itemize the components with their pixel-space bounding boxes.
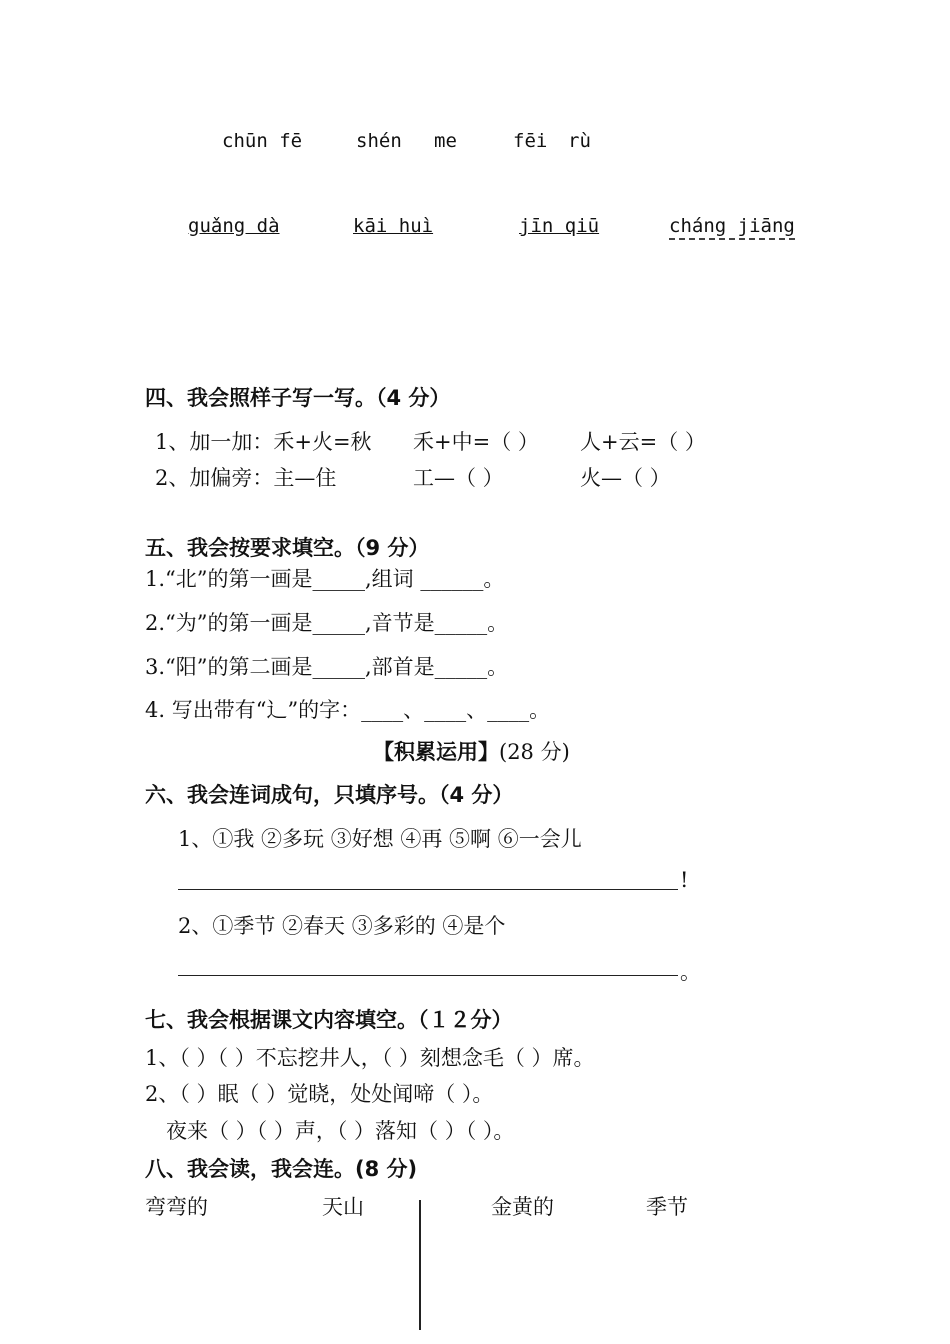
accumulation-label: 【积累运用】 bbox=[373, 740, 499, 764]
match-item-jijie[interactable]: 季节 bbox=[646, 1195, 688, 1219]
match-item-jinhuang[interactable]: 金黄的 bbox=[491, 1195, 554, 1219]
sec6-question-1: 1、①我 ②多玩 ③好想 ④再 ⑤啊 ⑥一会儿 bbox=[178, 827, 582, 851]
sec4-row1-example: 1、加一加：禾+火=秋 bbox=[155, 430, 372, 454]
match-item-wanwan[interactable]: 弯弯的 bbox=[145, 1195, 208, 1219]
sec6-question-2: 2、①季节 ②春天 ③多彩的 ④是个 bbox=[178, 914, 506, 938]
section-7-heading: 七、我会根据课文内容填空。（１２分） bbox=[145, 1008, 513, 1032]
pinyin-jin-qiu: jīn qiū bbox=[519, 215, 600, 237]
section-5-heading: 五、我会按要求填空。（9 分） bbox=[145, 536, 430, 560]
sec4-row2-blank-c: 火—（ ） bbox=[580, 466, 671, 490]
pinyin-chun-fe: chūn fē bbox=[222, 130, 303, 152]
sec6-answer-line-2[interactable] bbox=[178, 975, 678, 976]
sec4-row2-example: 2、加偏旁：主—住 bbox=[155, 466, 337, 490]
accumulation-score: (28 分) bbox=[499, 740, 570, 764]
sec5-question-4: 4. 写出带有“⻌”的字：____、____、____。 bbox=[145, 698, 551, 722]
pinyin-shen: shén bbox=[356, 130, 402, 152]
section-4-heading: 四、我会照样子写一写。（4 分） bbox=[145, 386, 451, 410]
sec6-end-mark-1: ! bbox=[680, 868, 689, 892]
sec7-line-1: 1、（ ）（ ）不忘挖井人，（ ）刻想念毛（ ）席。 bbox=[145, 1046, 595, 1070]
pinyin-chang-jiang: cháng jiāng bbox=[669, 215, 795, 240]
sec5-question-2: 2.“为”的第一画是_____,音节是_____。 bbox=[145, 611, 509, 635]
pinyin-ru: rù bbox=[568, 130, 591, 152]
sec4-row1-blank-b: 禾+中=（ ） bbox=[413, 430, 539, 454]
sec4-row2-blank-b: 工—（ ） bbox=[413, 466, 504, 490]
pinyin-guang-da: guǎng dà bbox=[188, 215, 280, 237]
pinyin-fei: fēi bbox=[513, 130, 548, 152]
pinyin-me: me bbox=[434, 130, 457, 152]
sec5-question-1: 1.“北”的第一画是_____,组词 ______。 bbox=[145, 567, 505, 591]
column-divider bbox=[419, 1200, 421, 1330]
section-6-heading: 六、我会连词成句，只填序号。（4 分） bbox=[145, 783, 514, 807]
sec7-line-3: 夜来（ ）（ ）声，（ ）落知（ ）（ ）。 bbox=[166, 1119, 515, 1143]
sec4-row1-blank-c: 人+云=（ ） bbox=[580, 430, 706, 454]
sec6-answer-line-1[interactable] bbox=[178, 889, 678, 890]
match-item-tianshan[interactable]: 天山 bbox=[322, 1195, 364, 1219]
sec6-end-mark-2: 。 bbox=[680, 960, 701, 984]
sec5-question-3: 3.“阳”的第二画是_____,部首是_____。 bbox=[145, 655, 509, 679]
pinyin-kai-hui: kāi huì bbox=[353, 215, 434, 237]
sec7-line-2: 2、（ ）眠（ ）觉晓，处处闻啼（ ）。 bbox=[145, 1082, 494, 1106]
accumulation-title bbox=[373, 736, 570, 766]
section-8-heading: 八、我会读，我会连。(8 分) bbox=[145, 1157, 418, 1181]
